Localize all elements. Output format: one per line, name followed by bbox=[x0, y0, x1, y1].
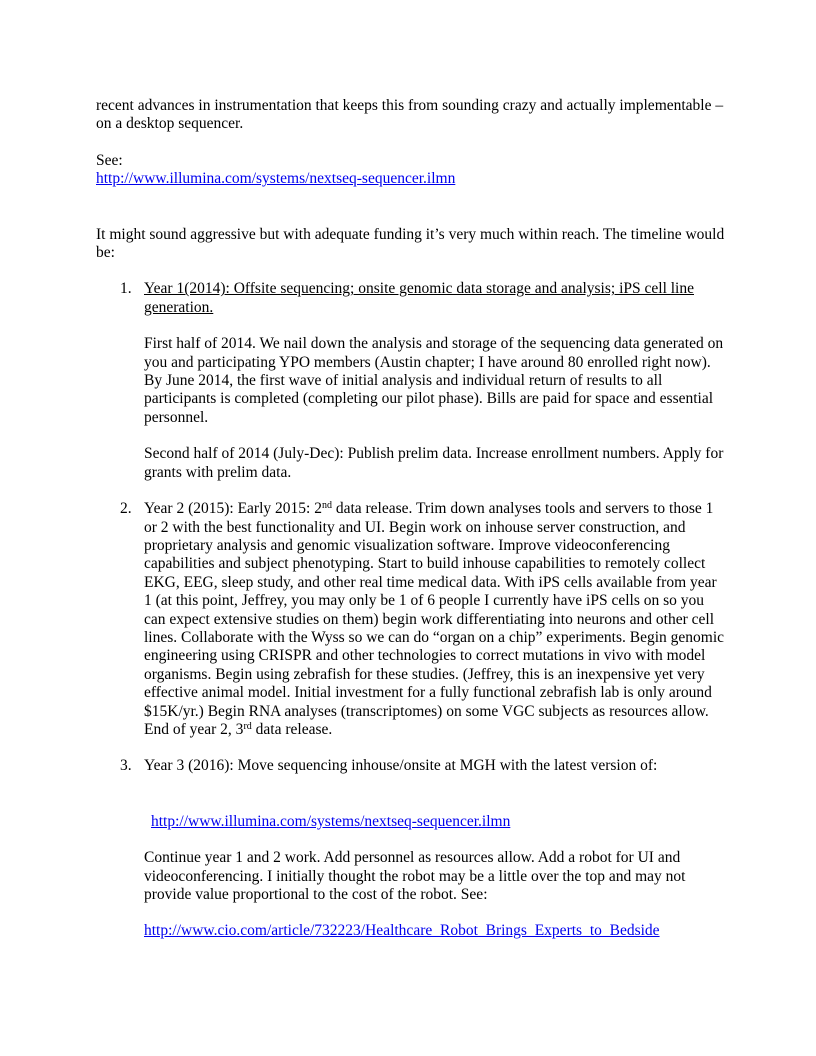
year-3-paragraph: Continue year 1 and 2 work. Add personnel as resources allow. Add a robot for UI and videoconferencing. I initially thought the robot may be a little over the top and may not provide value proportional to the cost of the robot. See: bbox=[144, 849, 686, 903]
superscript-rd: rd bbox=[243, 720, 252, 732]
see-label: See: bbox=[96, 151, 123, 169]
timeline-intro: It might sound aggressive but with adequate funding it’s very much within reach. The timeline would be: bbox=[96, 225, 725, 262]
cio-robot-link[interactable]: http://www.cio.com/article/732223/Healthcare_Robot_Brings_Experts_to_Bedside bbox=[144, 922, 660, 940]
nextseq-link[interactable]: http://www.illumina.com/systems/nextseq-sequencer.ilmn bbox=[96, 170, 456, 188]
timeline-list bbox=[96, 280, 726, 940]
superscript-nd: nd bbox=[321, 500, 332, 512]
list-item-year-1 bbox=[96, 280, 726, 482]
list-item-year-2 bbox=[96, 500, 726, 739]
document-page bbox=[96, 97, 726, 941]
list-number: 1. bbox=[120, 280, 132, 298]
year-2-paragraph bbox=[144, 500, 726, 739]
list-number: 2. bbox=[120, 500, 132, 518]
year-2-text-b: data release. Trim down analyses tools and servers to those 1 or 2 with the best functionality and UI. Begin work on inhouse server construction, and proprietary analysis and genomic visualization software. Improve videoconferencing capabilities and subject phenotyping. Start to build inhouse capabilities to remotely collect EKG, EEG, sleep study, and other real time medical data. With iPS cells available from year 1 (at this point, Jeffrey, you may only be 1 of 6 people I currently have iPS cells on so you can expect extensive studies on them) begin work differentiating into neurons and other cell lines. Collaborate with the Wyss so we can do “organ on a chip” experiments. Begin genomic engineering using CRISPR and other technologies to correct mutations in vivo with model organisms. Begin using zebrafish for these studies. (Jeffrey, this is an inexpensive yet very effective animal model. Initial investment for a fully functional zebrafish lab is only around $15K/yr.) Begin RNA analyses (transcriptomes) on some VGC subjects as resources allow. End of year 2, 3 bbox=[144, 500, 725, 738]
year-3-heading: Year 3 (2016): Move sequencing inhouse/onsite at MGH with the latest version of: bbox=[144, 757, 658, 775]
year-1-second-half: Second half of 2014 (July-Dec): Publish prelim data. Increase enrollment numbers. Apply for grants with prelim data. bbox=[144, 445, 724, 481]
nextseq-link-2[interactable]: http://www.illumina.com/systems/nextseq-sequencer.ilmn bbox=[151, 812, 511, 830]
year-2-text-c: data release. bbox=[251, 720, 333, 738]
intro-paragraph: recent advances in instrumentation that keeps this from sounding crazy and actually implementable – on a desktop sequencer. bbox=[96, 97, 724, 133]
list-item-year-3 bbox=[96, 757, 726, 940]
year-1-first-half: First half of 2014. We nail down the analysis and storage of the sequencing data generated on you and participating YPO members (Austin chapter; I have around 80 enrolled right now). By June 2014, the first wave of initial analysis and individual return of results to all participants is completed (completing our pilot phase). Bills are paid for space and essential personnel. bbox=[144, 335, 724, 426]
year-1-heading: Year 1(2014): Offsite sequencing; onsite genomic data storage and analysis; iPS cell line generation. bbox=[144, 280, 694, 316]
list-number: 3. bbox=[120, 757, 132, 775]
year-2-text-a: Year 2 (2015): Early 2015: 2 bbox=[144, 500, 322, 518]
